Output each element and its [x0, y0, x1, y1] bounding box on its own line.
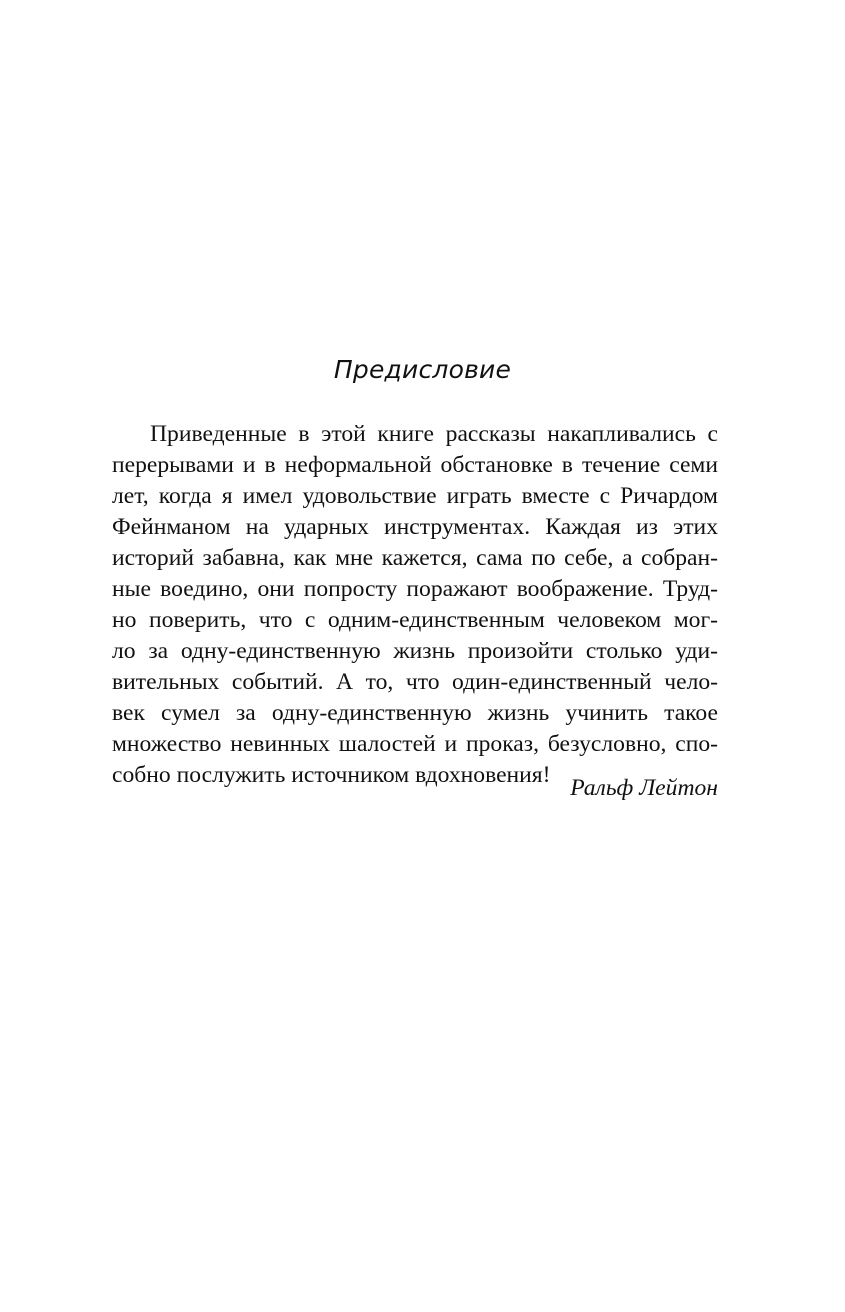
paragraph-line: ные воедино, они попросту поражают воображение. Труд-	[112, 576, 718, 602]
page-title: Предисловие	[333, 355, 512, 384]
paragraph-line: ло за одну-единственную жизнь произойти столько уди-	[112, 638, 718, 664]
paragraph-line: век сумел за одну-единственную жизнь учинить такое	[112, 700, 718, 726]
author-signature: Ральф Лейтон	[570, 775, 718, 801]
paragraph-line: перерывами и в неформальной обстановке в течение семи	[112, 452, 718, 478]
paragraph-line: лет, когда я имел удовольствие играть вместе с Ричардом	[112, 483, 718, 509]
paragraph-line: множество невинных шалостей и проказ, безусловно, спо-	[112, 731, 718, 757]
paragraph-line: Приведенные в этой книге рассказы накапливались с	[150, 421, 718, 447]
paragraph-line: но поверить, что с одним-единственным человеком мог-	[112, 607, 718, 633]
paragraph-line: вительных событий. А то, что один-единственный чело-	[112, 669, 718, 695]
paragraph-line: Фейнманом на ударных инструментах. Каждая из этих	[112, 514, 718, 540]
preface-paragraph	[112, 419, 718, 791]
paragraph-line: собно послужить источником вдохновения!	[112, 762, 551, 788]
paragraph-line: историй забавна, как мне кажется, сама по себе, а собран-	[112, 545, 718, 571]
